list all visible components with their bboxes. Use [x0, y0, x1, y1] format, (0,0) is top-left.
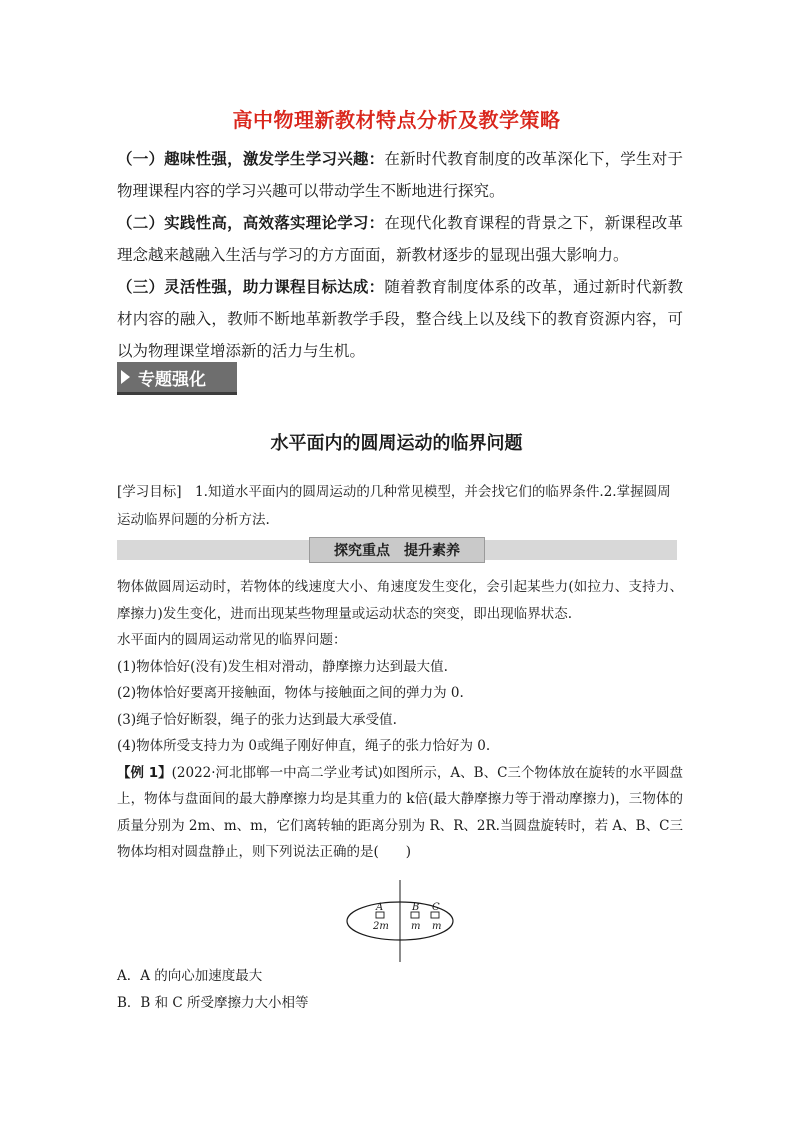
intro-lead-1: （一）趣味性强，激发学生学习兴趣： — [117, 150, 385, 168]
page-title: 高中物理新教材特点分析及教学策略 — [232, 108, 561, 132]
body-paragraph-6: (4)物体所受支持力为 0或绳子刚好伸直，绳子的张力恰好为 0. — [117, 738, 491, 754]
option-b: B．B 和 C 所受摩擦力大小相等 — [117, 995, 309, 1011]
learning-goal: [学习目标] 1.知道水平面内的圆周运动的几种常见模型，并会找它们的临界条件.2.掌握圆周运动临界问题的分析方法. — [117, 484, 671, 528]
intro-text-1: 在新时代教育制度的改革深化下，学生对于物理课程内容的学习兴趣可以带动学生不断地进行探究。 — [117, 150, 683, 200]
triangle-arrow-icon — [121, 370, 130, 384]
body-paragraph-4: (2)物体恰好要离开接触面，物体与接触面之间的弹力为 0. — [117, 685, 464, 701]
intro-lead-2: （二）实践性高，高效落实理论学习： — [117, 214, 385, 232]
intro-paragraph-2 — [117, 207, 683, 271]
mass-c: m — [432, 921, 442, 932]
label-c: C — [432, 902, 440, 913]
topic-banner-label: 专题强化 — [138, 369, 206, 390]
body-paragraph-2: 水平面内的圆周运动常见的临界问题： — [117, 632, 347, 648]
section-title: 水平面内的圆周运动的临界问题 — [270, 433, 523, 454]
section-strip-label — [309, 537, 485, 563]
intro-paragraph-3 — [117, 271, 683, 367]
strip-label-left: 探究重点 — [334, 543, 390, 559]
body-text — [117, 574, 683, 866]
label-a: A — [376, 902, 384, 913]
label-b: B — [412, 902, 420, 913]
intro-text-2: 在现代化教育课程的背景之下，新课程改革理念越来越融入生活与学习的方方面面，新教材逐步的显现出强大影响力。 — [117, 214, 683, 264]
example-text: (2022·河北邯郸一中高二学业考试)如图所示，A、B、C三个物体放在旋转的水平圆盘上，物体与盘面间的最大静摩擦力均是其重力的 k倍(最大静摩擦力等于滑动摩擦力)，三物体的质量分别为 2m、m、m，它们离转轴的距离分别为 R、R、2R.当圆盘旋转时，若 A、B、C三物体均相对圆盘静止，则下列说法正确的是( ) — [117, 764, 683, 860]
body-paragraph-1: 物体做圆周运动时，若物体的线速度大小、角速度发生变化，会引起某些力(如拉力、支持力、摩擦力)发生变化，进而出现某些物理量或运动状态的突变，即出现临界状态. — [117, 579, 683, 622]
rotating-disc-figure — [340, 878, 460, 964]
mass-b: m — [411, 921, 421, 932]
intro-lead-3: （三）灵活性强，助力课程目标达成： — [117, 278, 385, 296]
answer-options — [117, 963, 683, 1017]
option-a: A．A 的向心加速度最大 — [117, 968, 263, 984]
example-paragraph — [117, 760, 683, 866]
body-paragraph-5: (3)绳子恰好断裂，绳子的张力达到最大承受值. — [117, 711, 397, 728]
body-paragraph-3: (1)物体恰好(没有)发生相对滑动，静摩擦力达到最大值. — [117, 658, 448, 675]
intro-paragraph-1 — [117, 143, 683, 207]
intro-text-3: 随着教育制度体系的改革，通过新时代新教材内容的融入，教师不断地革新教学手段，整合线上以及线下的教育资源内容，可以为物理课堂增添新的活力与生机。 — [117, 278, 683, 360]
mass-a: 2m — [373, 921, 389, 932]
intro-section — [117, 143, 683, 367]
topic-banner — [117, 362, 237, 395]
example-tag: 【例 1】 — [117, 764, 172, 781]
strip-label-right: 提升素养 — [404, 543, 460, 559]
